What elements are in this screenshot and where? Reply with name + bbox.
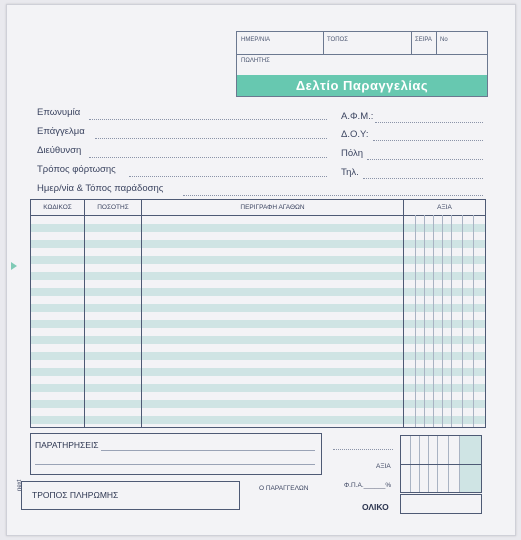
address-label: Διεύθυνση	[37, 145, 82, 156]
side-mark: next	[17, 479, 23, 491]
column-divider	[84, 200, 85, 427]
table-row-band	[31, 384, 485, 392]
table-row-band	[31, 400, 485, 408]
phone-label: Τηλ.	[341, 167, 359, 178]
loading-field[interactable]	[129, 176, 327, 177]
name-field[interactable]	[89, 119, 327, 120]
column-divider	[141, 200, 142, 427]
value-subdivider	[462, 215, 463, 427]
value-subdivider	[424, 215, 425, 427]
table-row-band	[31, 224, 485, 232]
occupation-field[interactable]	[95, 138, 327, 139]
orderer-label: Ο ΠΑΡΑΓΓΕΛΩΝ	[259, 485, 309, 492]
table-row-band	[31, 416, 485, 424]
header-divider	[237, 54, 487, 55]
items-table	[30, 199, 486, 428]
column-header-description: ΠΕΡΙΓΡΑΦΗ ΑΓΑΘΩΝ	[240, 204, 305, 211]
number-label: No	[440, 37, 448, 43]
table-row-band	[31, 352, 485, 360]
series-label: ΣΕΙΡΑ	[415, 37, 432, 43]
header-box	[236, 31, 488, 97]
notes-label: ΠΑΡΑΤΗΡΗΣΕΙΣ	[35, 440, 99, 450]
vat-number-label: Α.Φ.Μ.:	[341, 111, 374, 122]
table-row-band	[31, 368, 485, 376]
address-field[interactable]	[89, 157, 327, 158]
table-row-band	[31, 272, 485, 280]
delivery-field[interactable]	[183, 195, 483, 196]
tax-office-label: Δ.Ο.Υ:	[341, 129, 369, 140]
notes-line	[101, 450, 315, 451]
value-subdivider	[473, 215, 474, 427]
header-divider	[411, 32, 412, 54]
total-box[interactable]	[400, 494, 482, 514]
city-field[interactable]	[367, 159, 483, 160]
arrow-marker-icon	[11, 262, 17, 270]
header-divider	[323, 32, 324, 54]
value-subdivider	[415, 215, 416, 427]
loading-label: Τρόπος φόρτωσης	[37, 164, 116, 175]
tax-office-field[interactable]	[373, 140, 483, 141]
delivery-label: Ημερ/νία & Τόπος παράδοσης	[37, 183, 164, 194]
vat-number-field[interactable]	[375, 122, 483, 123]
phone-field[interactable]	[363, 178, 483, 179]
value-summary-box	[400, 435, 482, 493]
table-row-band	[31, 256, 485, 264]
column-divider	[403, 200, 404, 427]
total-label: ΟΛΙΚΟ	[362, 502, 389, 512]
column-header-code: ΚΩΔΙΚΟΣ	[43, 204, 72, 211]
place-label: ΤΟΠΟΣ	[327, 37, 348, 43]
city-label: Πόλη	[341, 148, 363, 159]
table-header-divider	[31, 215, 485, 216]
table-row-band	[31, 304, 485, 312]
table-row-band	[31, 336, 485, 344]
header-divider	[436, 32, 437, 54]
value-summary-divider	[401, 464, 481, 465]
table-row-band	[31, 288, 485, 296]
value-subdivider	[433, 215, 434, 427]
seller-label: ΠΩΛΗΤΗΣ	[241, 58, 270, 64]
payment-method-box[interactable]	[21, 481, 240, 510]
value-label: ΑΞΙΑ	[376, 463, 391, 470]
order-form-sheet	[6, 4, 516, 536]
value-dotted-line	[333, 449, 393, 450]
table-row-band	[31, 320, 485, 328]
table-row-band	[31, 240, 485, 248]
vat-percent-label: Φ.Π.Α.______%	[344, 482, 392, 489]
value-subdivider	[442, 215, 443, 427]
name-label: Επωνυμία	[37, 107, 81, 118]
column-header-quantity: ΠΟΣΟΤΗΣ	[97, 204, 129, 211]
notes-line	[35, 464, 315, 465]
notes-box[interactable]	[30, 433, 322, 475]
date-label: ΗΜΕΡ/ΝΙΑ	[241, 37, 271, 43]
value-subdivider	[451, 215, 452, 427]
form-title: Δελτίο Παραγγελίας	[237, 75, 487, 96]
payment-label: ΤΡΟΠΟΣ ΠΛΗΡΩΜΗΣ	[32, 490, 119, 500]
occupation-label: Επάγγελμα	[37, 126, 85, 137]
column-header-value: ΑΞΙΑ	[437, 204, 452, 211]
